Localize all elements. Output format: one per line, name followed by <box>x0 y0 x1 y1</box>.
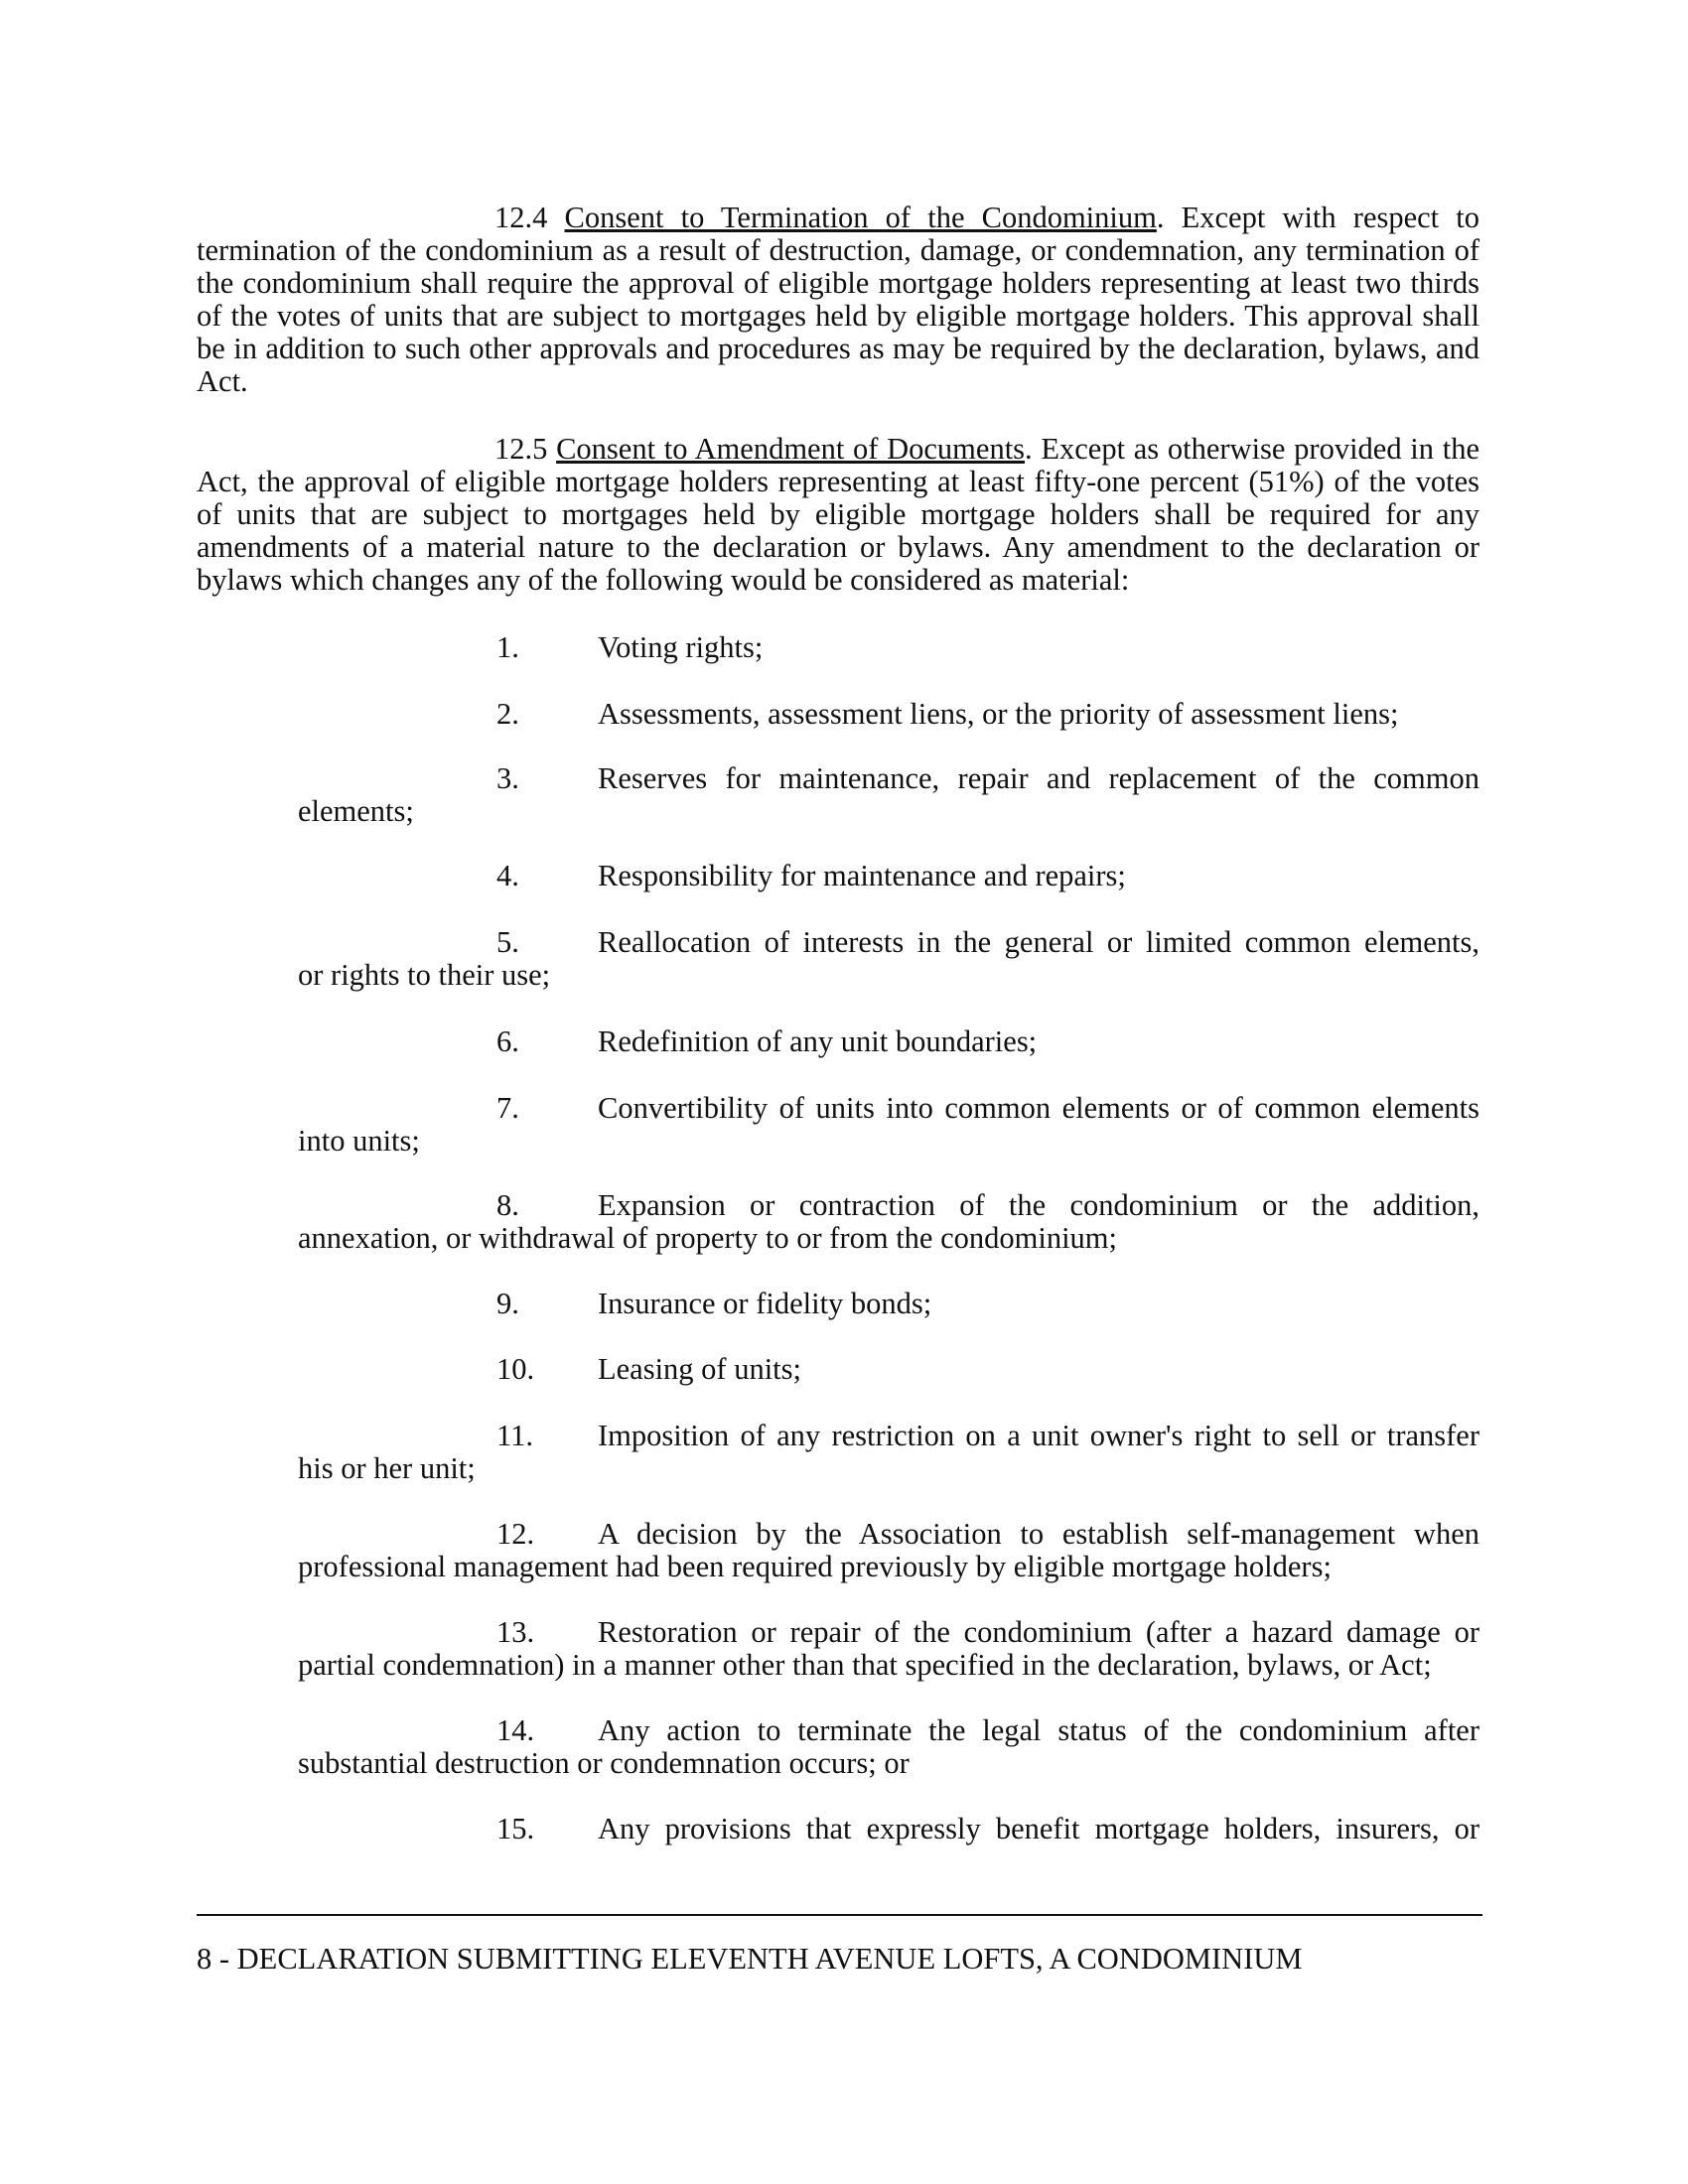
list-item-number: 7. <box>496 1091 519 1125</box>
section-12-4-number: 12.4 <box>494 201 548 234</box>
list-item-continuation: elements; <box>298 794 414 828</box>
list-item-text: Redefinition of any unit boundaries; <box>598 1024 1038 1058</box>
section-12-5-number: 12.5 <box>494 432 548 466</box>
list-item <box>298 1518 1479 1583</box>
list-item-number: 11. <box>496 1419 533 1452</box>
list-item-continuation: or rights to their use; <box>298 958 551 992</box>
list-item-continuation: into units; <box>298 1124 420 1158</box>
list-item-text: Imposition of any restriction on a unit owner's right to sell or transfer <box>598 1419 1479 1452</box>
list-item-text: Assessments, assessment liens, or the priority of assessment liens; <box>598 697 1399 731</box>
list-item-number: 3. <box>496 761 519 795</box>
list-item-number: 4. <box>496 859 519 892</box>
list-item-text: Any provisions that expressly benefit mortgage holders, insurers, or <box>598 1812 1479 1845</box>
list-item-number: 8. <box>496 1188 519 1222</box>
list-item <box>298 1092 1479 1158</box>
footer-rule <box>197 1914 1482 1916</box>
list-item-text: Insurance or fidelity bonds; <box>598 1287 932 1320</box>
section-12-4-paragraph <box>197 202 1479 398</box>
list-item-number: 6. <box>496 1024 519 1058</box>
list-item <box>298 1189 1479 1255</box>
list-item-continuation: partial condemnation) in a manner other than that specified in the declaration, bylaws, or Act; <box>298 1648 1432 1682</box>
section-12-5-heading: Consent to Amendment of Documents <box>556 432 1026 466</box>
list-item-text: Reallocation of interests in the general or limited common elements, <box>598 925 1479 959</box>
list-item <box>298 926 1479 992</box>
list-item <box>298 1288 1479 1320</box>
list-item-text: Restoration or repair of the condominium (after a hazard damage or <box>598 1615 1479 1649</box>
list-item-text: Expansion or contraction of the condominium or the addition, <box>598 1188 1479 1222</box>
list-item-number: 15. <box>496 1812 535 1845</box>
list-item <box>298 1714 1479 1780</box>
list-item <box>298 1813 1479 1845</box>
list-item-text: Leasing of units; <box>598 1352 801 1386</box>
list-item-continuation: professional management had been required previously by eligible mortgage holders; <box>298 1550 1332 1583</box>
list-item-text: Any action to terminate the legal status of the condominium after <box>598 1713 1479 1747</box>
list-item-text: Convertibility of units into common elements or of common elements <box>598 1091 1479 1125</box>
list-item-number: 10. <box>496 1352 535 1386</box>
list-item-text: A decision by the Association to establish self-management when <box>598 1517 1479 1551</box>
list-item-text: Voting rights; <box>598 630 764 664</box>
list-item <box>298 1616 1479 1682</box>
page-footer: 8 - DECLARATION SUBMITTING ELEVENTH AVENUE LOFTS, A CONDOMINIUM <box>197 1942 1303 1976</box>
list-item-number: 5. <box>496 925 519 959</box>
list-item <box>298 698 1479 731</box>
list-item-number: 14. <box>496 1713 535 1747</box>
list-item-number: 12. <box>496 1517 535 1551</box>
list-item-continuation: annexation, or withdrawal of property to or from the condominium; <box>298 1221 1117 1255</box>
list-item-text: Reserves for maintenance, repair and replacement of the common <box>598 761 1479 795</box>
list-item <box>298 1353 1479 1386</box>
list-item <box>298 1025 1479 1058</box>
section-12-5-body: . Except as otherwise provided in the Act, the approval of eligible mortgage holders representing at least fifty-one percent (51%) of the votes of units that are subject to mortgages held by eligible mortgage holders shall be required for any amendments of a material nature to the declaration or bylaws. Any amendment to the declaration or bylaws which changes any of the following would be considered as material: <box>197 432 1479 597</box>
list-item-continuation: substantial destruction or condemnation occurs; or <box>298 1746 910 1780</box>
list-item-text: Responsibility for maintenance and repairs; <box>598 859 1126 892</box>
list-item-number: 1. <box>496 630 519 664</box>
list-item-continuation: his or her unit; <box>298 1451 476 1485</box>
list-item <box>298 762 1479 828</box>
section-12-5-paragraph <box>197 433 1479 597</box>
list-item-number: 9. <box>496 1287 519 1320</box>
section-12-4-heading: Consent to Termination of the Condominium <box>564 201 1157 234</box>
list-item-number: 2. <box>496 697 519 731</box>
list-item-number: 13. <box>496 1615 535 1649</box>
list-item <box>298 860 1479 892</box>
list-item <box>298 1420 1479 1485</box>
list-item <box>298 631 1479 664</box>
section-12-4-body: . Except with respect to termination of the condominium as a result of destruction, damage, or condemnation, any termination of the condominium shall require the approval of eligible mortgage holders representing at least two thirds of the votes of units that are subject to mortgages held by eligible mortgage holders. This approval shall be in addition to such other approvals and procedures as may be required by the declaration, bylaws, and Act. <box>197 201 1479 398</box>
